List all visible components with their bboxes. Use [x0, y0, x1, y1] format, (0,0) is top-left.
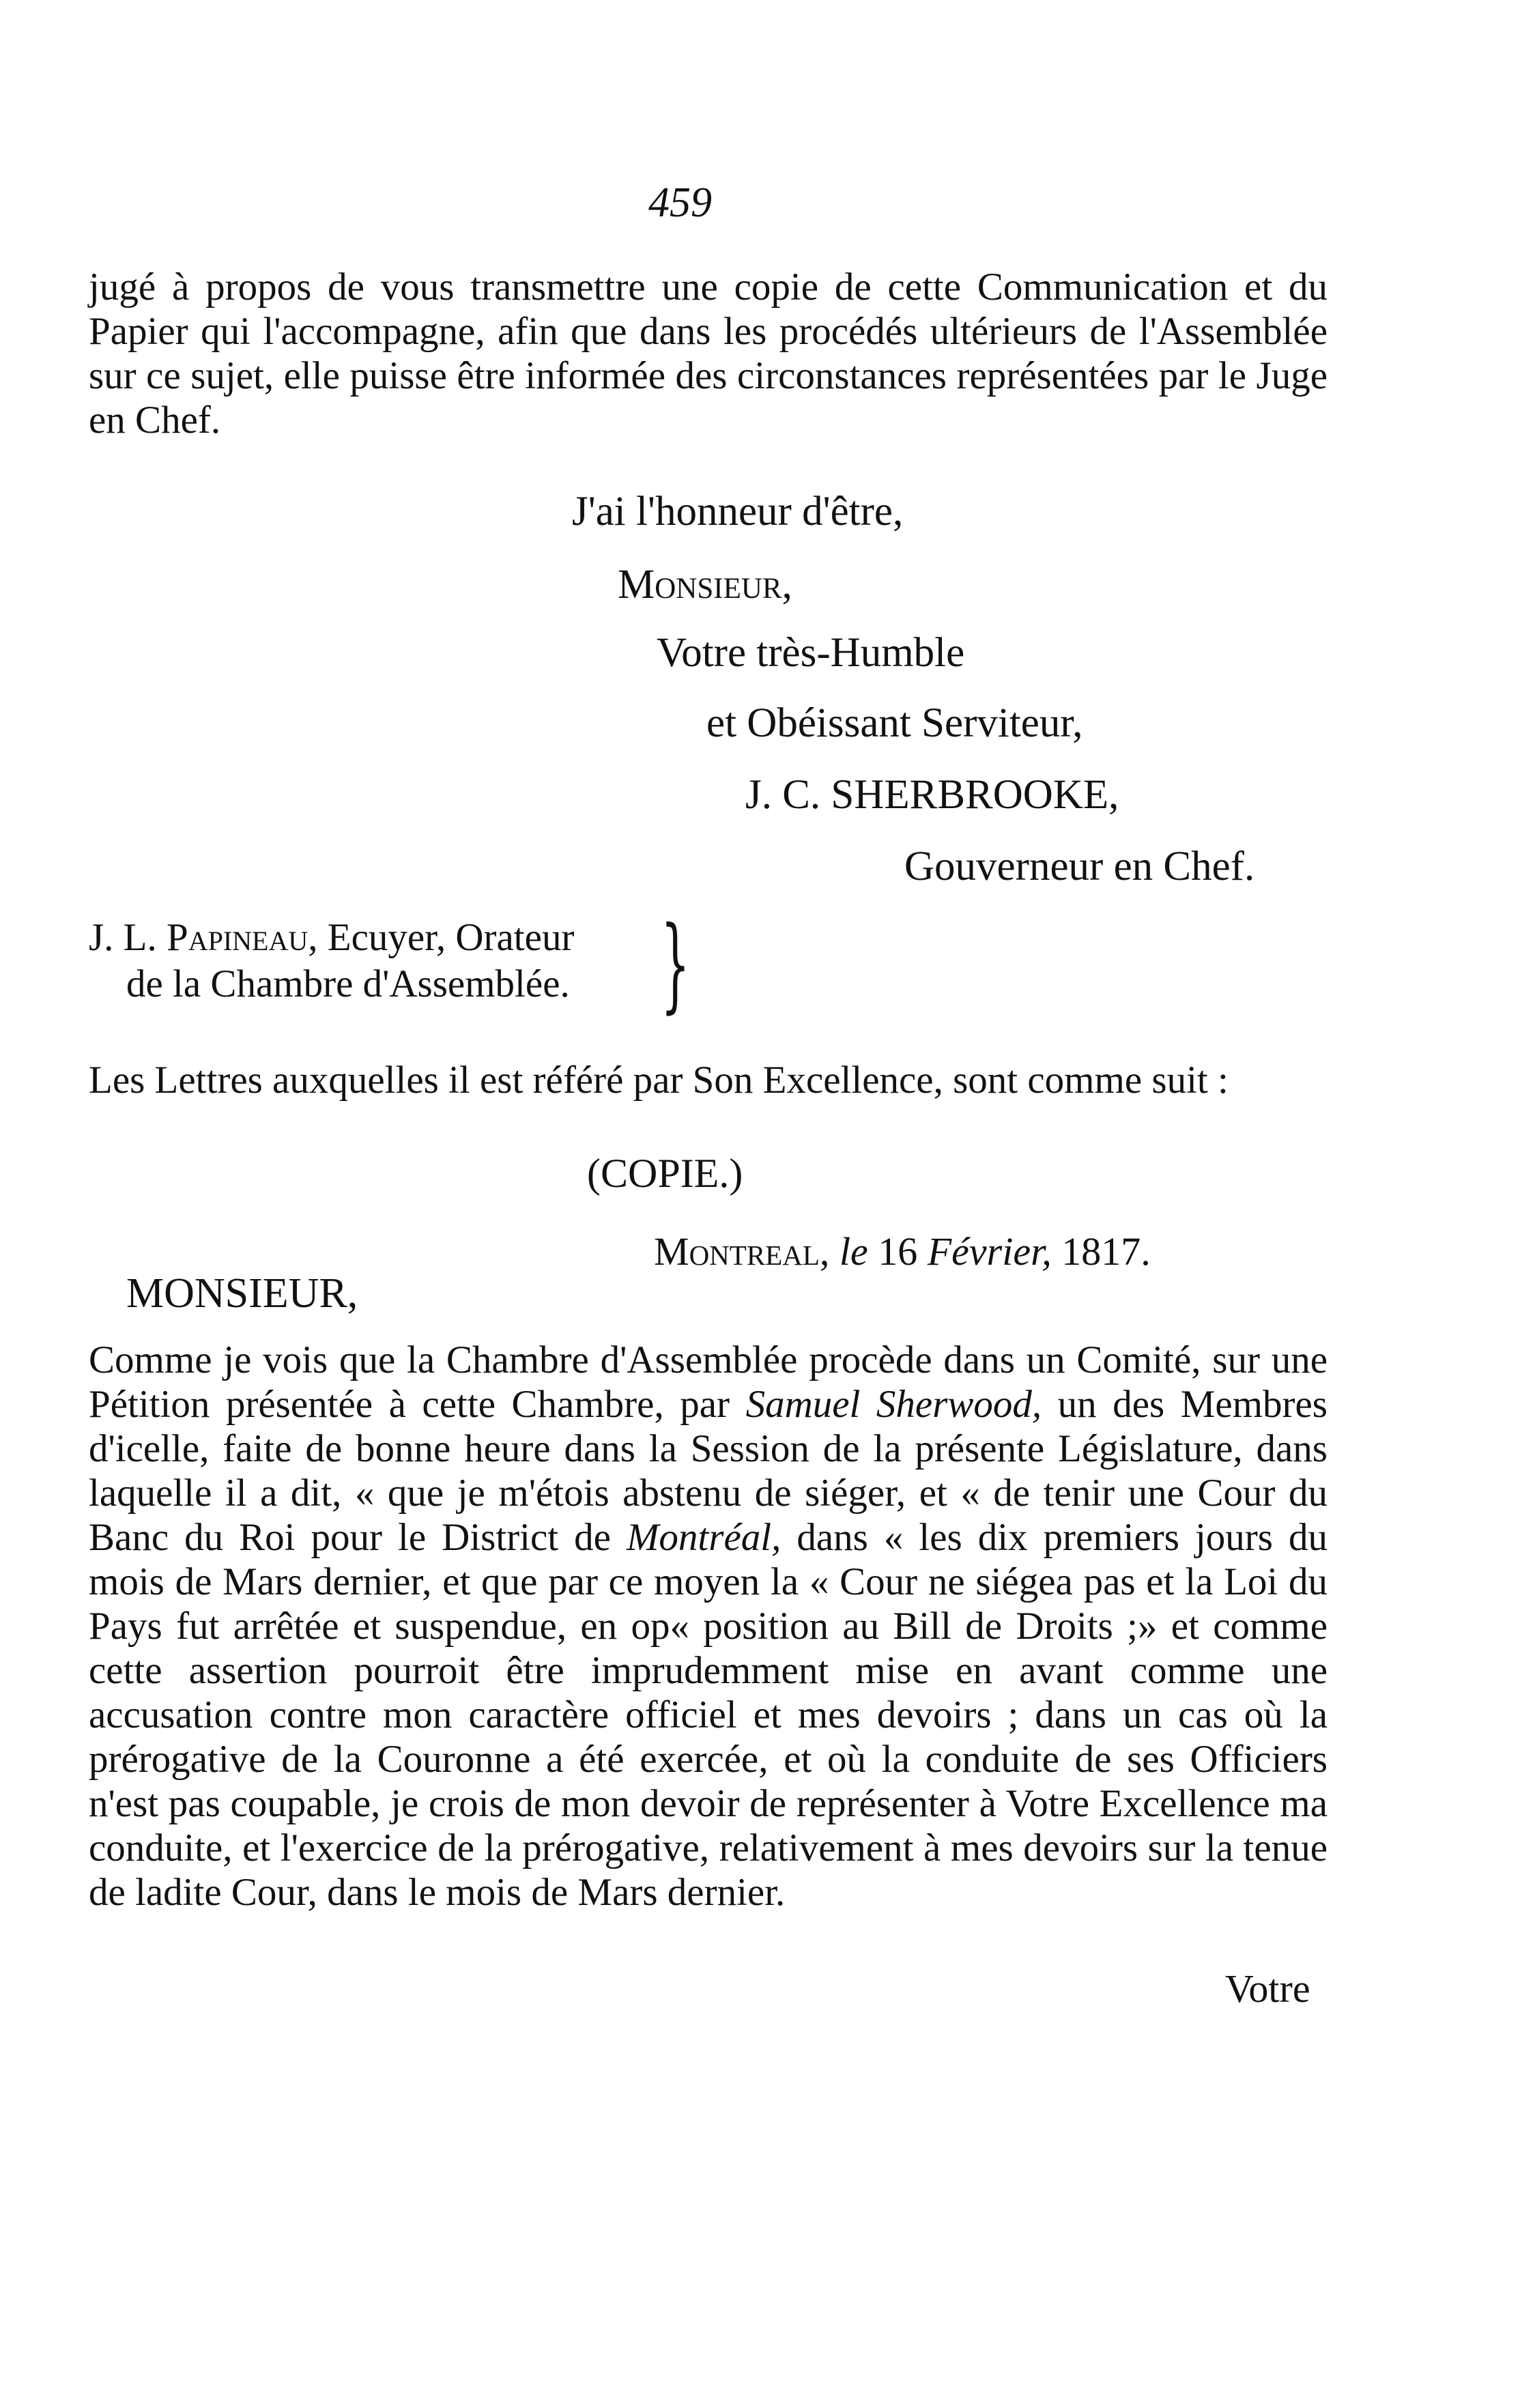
letters-intro: Les Lettres auxquelles il est référé par Son Excellence, sont comme suit :: [89, 1059, 1229, 1102]
brace-glyph: }: [661, 905, 690, 1024]
addressee-line1: Ecuyer, Orateur: [327, 916, 575, 959]
letter-body: [89, 1338, 1328, 1915]
closing-obeissant: et Obéissant Serviteur,: [706, 700, 1083, 746]
signature: J. C. SHERBROOKE,: [745, 772, 1119, 818]
salutation: MONSIEUR,: [126, 1270, 358, 1317]
addressee-line2: de la Chambre d'Assemblée.: [126, 962, 570, 1005]
closing-humble: Votre très-Humble: [657, 630, 965, 676]
page-number: 459: [648, 180, 712, 226]
addressee-name: J. L. Papineau,: [89, 916, 318, 959]
signature-title: Gouverneur en Chef.: [904, 844, 1255, 889]
opening-paragraph: jugé à propos de vous transmettre une copie de cette Communication et du Papier qui l'accompagne, afin que dans les procédés ultérieurs de l'Assemblée sur ce sujet, elle puisse être informée des circonstances représentées par le Juge en Chef.: [89, 266, 1328, 442]
dateline-le: le: [839, 1229, 868, 1274]
letter-body-montreal: Montréal,: [626, 1516, 781, 1559]
closing-monsieur: Monsieur,: [618, 562, 792, 607]
catchword: Votre: [1225, 1966, 1310, 2011]
dateline-city: Montreal,: [654, 1229, 830, 1274]
letter-body-part1: Comme je vois que la Chambre d'Assemblée procède dans un Comité, sur une Pétition présentée à cette Chambre, par: [89, 1338, 1328, 1426]
dateline-day: 16: [878, 1229, 918, 1274]
addressee-block: [89, 915, 574, 1007]
dateline: [654, 1229, 1151, 1274]
letter-body-sherwood: Samuel Sherwood,: [745, 1383, 1042, 1426]
closing-honneur: J'ai l'honneur d'être,: [572, 489, 904, 534]
dateline-month: Février,: [927, 1229, 1052, 1274]
letter-body-part2: un des Membres d'icelle, faite de bonne heure dans la Session de la présente Législature, dans laquelle il a dit, « que je m'étois abstenu de siéger, et « de tenir une Cour du Banc du Roi pour le District de: [89, 1383, 1328, 1559]
letter-body-part3: dans « les dix premiers jours du mois de Mars dernier, et que par ce moyen la « Cour ne siégea pas et la Loi du Pays fut arrêtée et suspendue, en op« position au Bill de Droits ;» et comme cette assertion pourroit être imprudemment mise en avant comme une accusation contre mon caractère officiel et mes devoirs ; dans un cas où la prérogative de la Couronne a été exercée, et où la conduite de ses Officiers n'est pas coupable, je crois de mon devoir de représenter à Votre Excellence ma conduite, et l'exercice de la prérogative, relativement à mes devoirs sur la tenue de ladite Cour, dans le mois de Mars dernier.: [89, 1516, 1328, 1914]
dateline-year: 1817.: [1061, 1229, 1151, 1274]
copie-heading: (COPIE.): [587, 1151, 743, 1196]
